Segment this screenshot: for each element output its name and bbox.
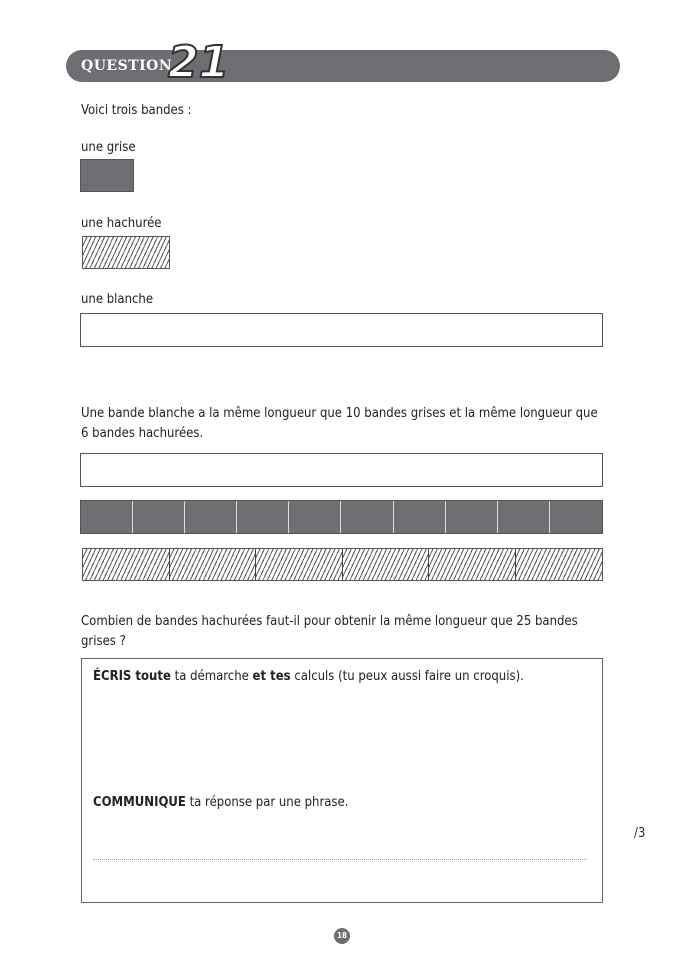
statement-line-1: Une bande blanche a la même longueur que 10 bandes grises et la même longueur que — [81, 406, 598, 421]
gray-band-cell — [289, 501, 341, 533]
write-instruction-bold-2: et tes — [252, 669, 291, 684]
hatched-band-sample — [82, 236, 170, 269]
page-number: 18 — [334, 928, 350, 944]
score: /3 — [634, 826, 646, 841]
gray-band-sample — [80, 159, 134, 192]
answer-box[interactable] — [81, 658, 603, 903]
write-instruction-text-1: ta démarche — [170, 669, 253, 684]
gray-band-label: une grise — [81, 140, 136, 155]
diagram-gray-bands-row — [80, 500, 603, 534]
gray-band-cell — [133, 501, 185, 533]
question-line-2: grises ? — [81, 634, 126, 649]
gray-band-cell — [341, 501, 393, 533]
communicate-instruction-text: ta réponse par une phrase. — [185, 795, 349, 810]
hatched-band-cell — [170, 549, 257, 580]
answer-line[interactable] — [93, 859, 587, 860]
gray-band-cell — [185, 501, 237, 533]
gray-band-cell — [394, 501, 446, 533]
hatched-band-cell — [343, 549, 430, 580]
hatched-band-label: une hachurée — [81, 216, 162, 231]
diagram-hatched-bands-row — [82, 548, 603, 581]
hatched-band-cell — [429, 549, 516, 580]
intro-text: Voici trois bandes : — [81, 103, 192, 118]
gray-band-cell — [550, 501, 602, 533]
diagram-white-band — [80, 453, 603, 487]
hatched-band-cell — [83, 549, 170, 580]
communicate-instruction — [93, 793, 348, 813]
question-label: QUESTION — [81, 58, 173, 74]
hatched-band-cell — [516, 549, 603, 580]
white-band-label: une blanche — [81, 292, 154, 307]
hatched-band-cell — [256, 549, 343, 580]
write-instruction — [93, 667, 524, 687]
gray-band-cell — [446, 501, 498, 533]
gray-band-cell — [498, 501, 550, 533]
white-band-sample — [80, 313, 603, 347]
question-number: 21 — [168, 37, 230, 88]
communicate-instruction-bold: COMMUNIQUE — [93, 795, 186, 810]
gray-band-cell — [237, 501, 289, 533]
statement-line-2: 6 bandes hachurées. — [81, 426, 204, 441]
write-instruction-bold-1: ÉCRIS toute — [93, 669, 171, 684]
question-line-1: Combien de bandes hachurées faut-il pour obtenir la même longueur que 25 bandes — [81, 614, 578, 629]
write-instruction-text-2: calculs (tu peux aussi faire un croquis). — [290, 669, 524, 684]
gray-band-cell — [81, 501, 133, 533]
